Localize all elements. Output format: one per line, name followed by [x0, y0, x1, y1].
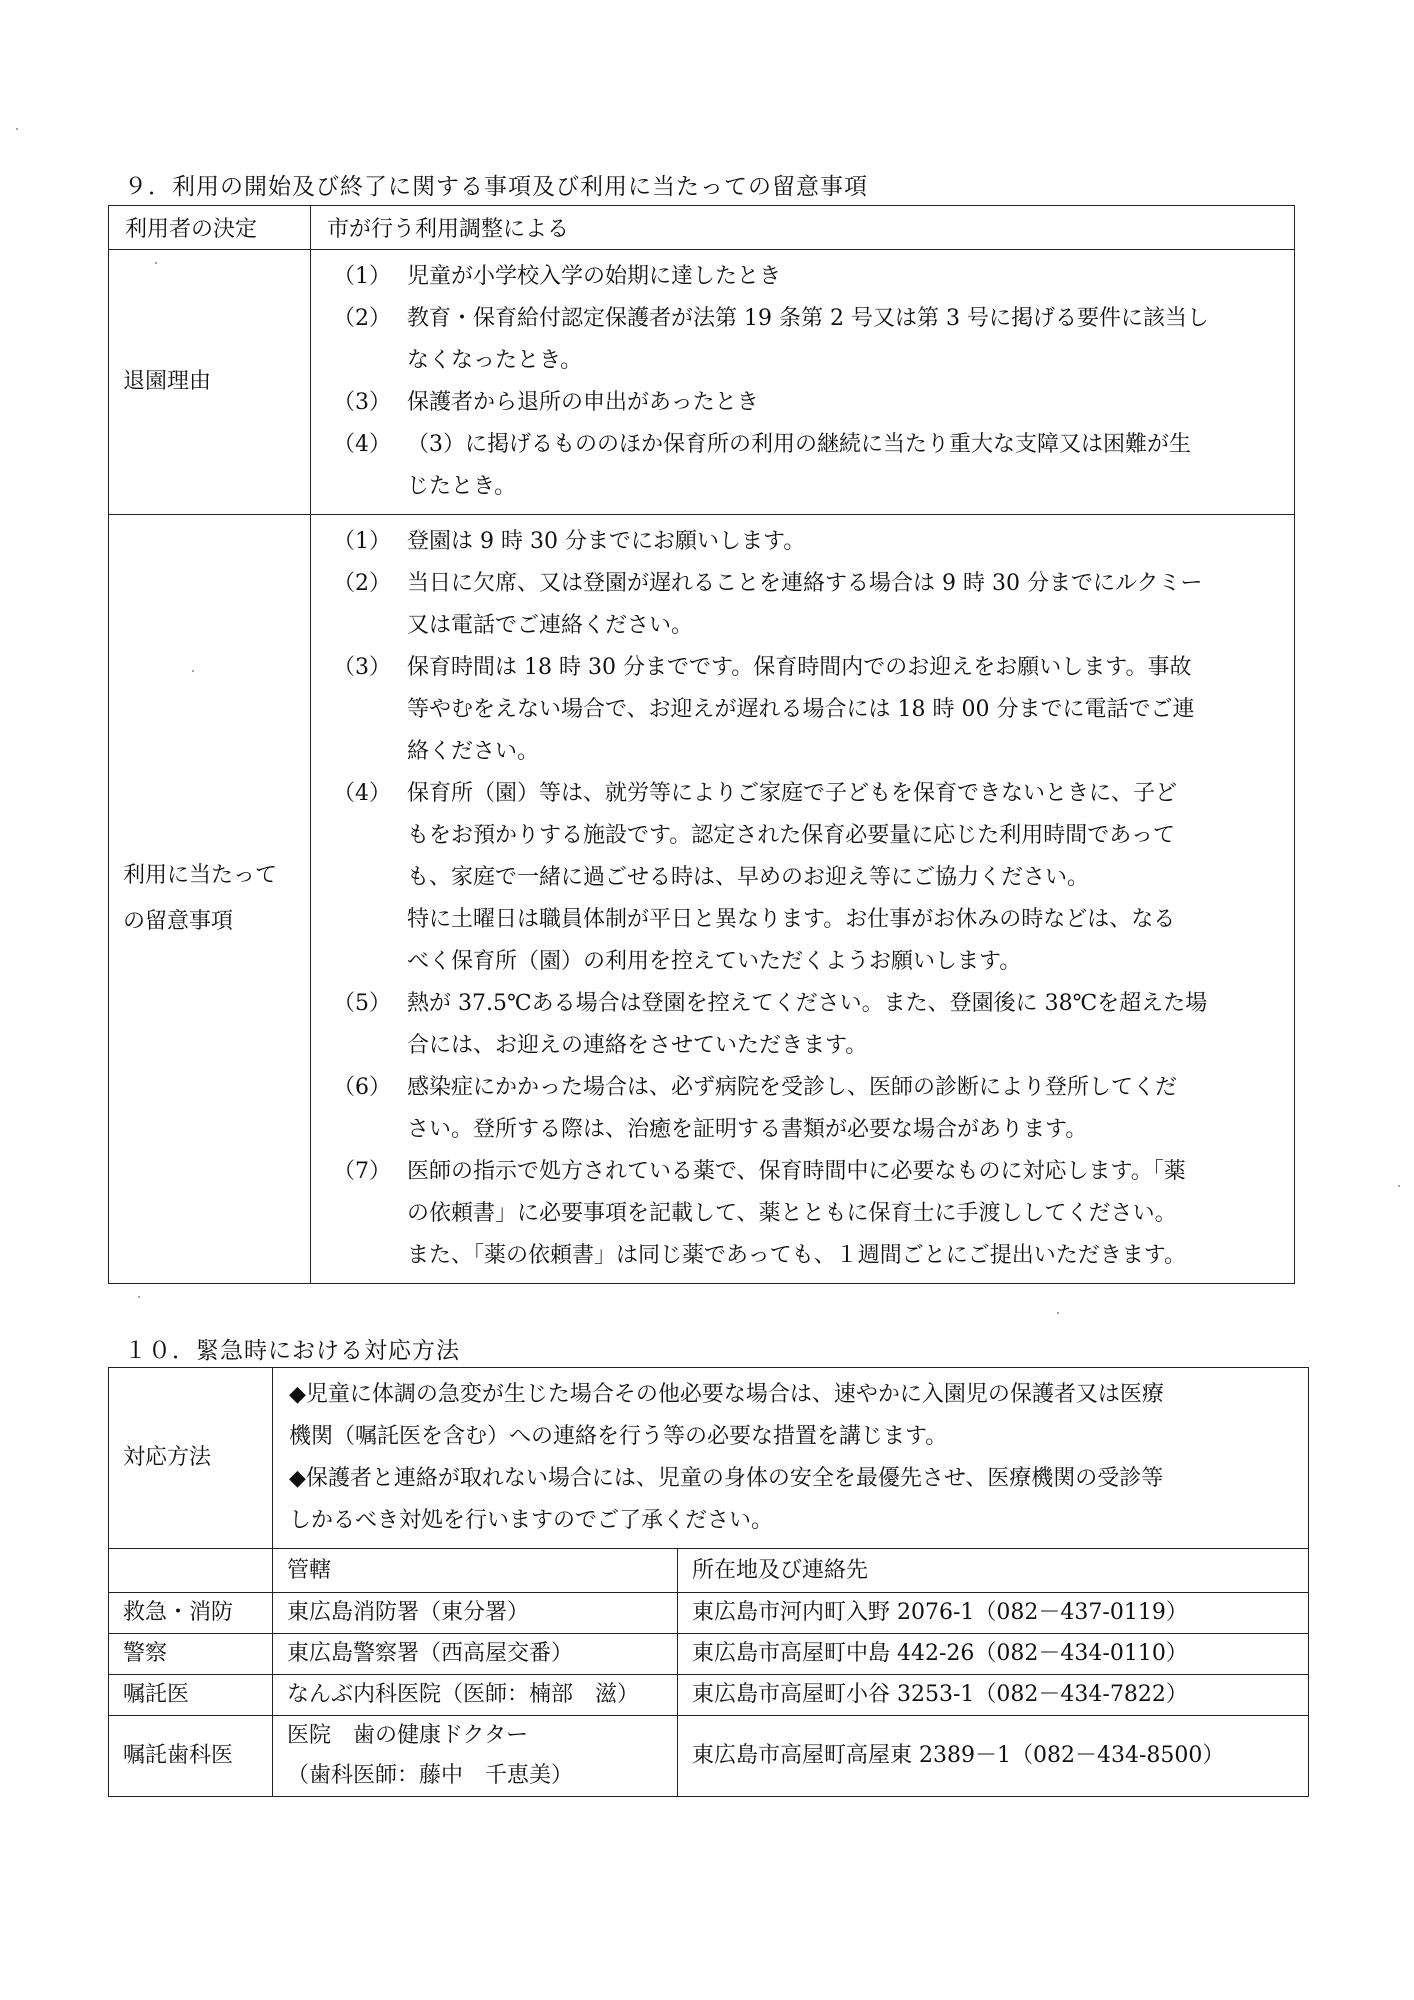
item-text: 保育時間は 18 時 30 分までです。保育時間内でのお迎えをお願いします。事故: [407, 655, 1192, 680]
usage-notes-label-line2: の留意事項: [123, 909, 234, 934]
response-line: 機関（嘱託医を含む）への連絡を行う等の必要な措置を講じます。: [289, 1424, 948, 1449]
list-item: [311, 1151, 1294, 1193]
contact-address: 東広島市高屋町中島 442-26（082－434-0110）: [678, 1634, 1309, 1675]
list-item: [311, 983, 1294, 1025]
response-text: [273, 1368, 1309, 1549]
contact-label: 警察: [109, 1634, 273, 1675]
list-item: [311, 256, 1294, 298]
item-number: （2）: [333, 306, 391, 331]
contact-jurisdiction: [273, 1675, 678, 1716]
item-continuation: じたとき。: [407, 474, 517, 499]
list-item: [311, 647, 1294, 689]
list-item: [311, 773, 1294, 815]
contact-label: 救急・消防: [109, 1593, 273, 1634]
emergency-table: [108, 1367, 1309, 1797]
jurisdiction-line: 医院 歯の健康ドクター: [287, 1723, 529, 1748]
list-item: [311, 382, 1294, 424]
response-line: しかるべき対処を行いますのでご了承ください。: [289, 1508, 774, 1533]
withdrawal-reasons: [311, 250, 1295, 515]
table-row: [109, 1716, 1309, 1797]
contact-address: 東広島市河内町入野 2076-1（082－437-0119）: [678, 1593, 1309, 1634]
response-line: ◆児童に体調の急変が生じた場合その他必要な場合は、速やかに入園児の保護者又は医療: [289, 1382, 1164, 1407]
contact-label: 嘱託医: [109, 1675, 273, 1716]
item-text: 熱が 37.5℃ある場合は登園を控えてください。また、登園後に 38℃を超えた場: [407, 991, 1208, 1016]
contact-address: 東広島市高屋町高屋東 2389－1（082－434-8500）: [678, 1716, 1309, 1797]
item-continuation: 特に土曜日は職員体制が平日と異なります。お仕事がお休みの時などは、なる: [407, 907, 1176, 932]
table-row: [109, 1593, 1309, 1634]
contact-address: 東広島市高屋町小谷 3253-1（082－434-7822）: [678, 1675, 1309, 1716]
item-continuation: べく保育所（園）の利用を控えていただくようお願いします。: [407, 949, 1022, 974]
item-continuation: 絡ください。: [407, 739, 540, 764]
item-text: 児童が小学校入学の始期に達したとき: [407, 264, 782, 289]
item-number: （3）: [333, 655, 391, 680]
item-continuation: 等やむをえない場合で、お迎えが遅れる場合には 18 時 00 分までに電話でご連: [407, 697, 1195, 722]
item-continuation: さい。登所する際は、治癒を証明する書類が必要な場合があります。: [407, 1117, 1088, 1142]
list-item: [311, 1067, 1294, 1109]
response-label: 対応方法: [109, 1368, 273, 1549]
item-continuation: 合には、お迎えの連絡をさせていただきます。: [407, 1033, 868, 1058]
item-number: （4）: [333, 432, 391, 457]
contact-label: 嘱託歯科医: [109, 1716, 273, 1797]
jurisdiction-line: （歯科医師：藤中 千恵美）: [287, 1763, 574, 1788]
section10-title: １０．緊急時における対応方法: [124, 1338, 460, 1364]
item-text: 当日に欠席、又は登園が遅れることを連絡する場合は 9 時 30 分までにルクミー: [407, 571, 1203, 596]
item-number: （1）: [333, 264, 391, 289]
withdrawal-reason-label: 退園理由: [109, 250, 311, 515]
item-number: （5）: [333, 991, 391, 1016]
usage-table: [108, 205, 1295, 1284]
table-row: [109, 1634, 1309, 1675]
item-number: （4）: [333, 781, 391, 806]
contact-jurisdiction: [273, 1593, 678, 1634]
item-continuation: の依頼書」に必要事項を記載して、薬とともに保育士に手渡ししてください。: [407, 1201, 1177, 1226]
item-continuation: もをお預かりする施設です。認定された保育必要量に応じた利用時間であって: [407, 823, 1176, 848]
item-text: 登園は 9 時 30 分までにお願いします。: [407, 529, 806, 554]
contact-jurisdiction: [273, 1716, 678, 1797]
item-text: 教育・保育給付認定保護者が法第 19 条第 2 号又は第 3 号に掲げる要件に該当し: [407, 306, 1209, 331]
response-line: ◆保護者と連絡が取れない場合には、児童の身体の安全を最優先させ、医療機関の受診等: [289, 1466, 1164, 1491]
item-number: （1）: [333, 529, 391, 554]
jurisdiction-line: 東広島消防署（東分署）: [287, 1600, 530, 1625]
jurisdiction-line: 東広島警察署（西高屋交番）: [287, 1641, 574, 1666]
user-decision-value: 市が行う利用調整による: [311, 206, 1295, 250]
list-item: [311, 521, 1294, 563]
item-continuation: なくなったとき。: [407, 348, 583, 373]
usage-notes-label: [109, 515, 311, 1284]
col-jurisdiction-header: 管轄: [273, 1549, 678, 1593]
item-text: 医師の指示で処方されている薬で、保育時間中に必要なものに対応します。「薬: [407, 1159, 1186, 1184]
table-row: [109, 1675, 1309, 1716]
jurisdiction-line: なんぶ内科医院（医師：楠部 滋）: [287, 1682, 640, 1707]
list-item: [311, 424, 1294, 466]
item-number: （7）: [333, 1159, 391, 1184]
section9-title: ９．利用の開始及び終了に関する事項及び利用に当たっての留意事項: [124, 174, 868, 200]
user-decision-label: 利用者の決定: [109, 206, 311, 250]
item-continuation: も、家庭で一緒に過ごせる時は、早めのお迎え等にご協力ください。: [407, 865, 1090, 890]
item-continuation: 又は電話でご連絡ください。: [407, 613, 694, 638]
item-text: 保護者から退所の申出があったとき: [407, 390, 759, 415]
item-text: 保育所（園）等は、就労等によりご家庭で子どもを保育できないときに、子ど: [407, 781, 1178, 806]
contact-jurisdiction: [273, 1634, 678, 1675]
header-blank-cell: [109, 1549, 273, 1593]
usage-notes-label-line1: 利用に当たって: [123, 863, 278, 888]
item-number: （6）: [333, 1075, 391, 1100]
item-number: （2）: [333, 571, 391, 596]
item-continuation: また、「薬の依頼書」は同じ薬であっても、１週間ごとにご提出いただきます。: [407, 1243, 1187, 1268]
list-item: [311, 563, 1294, 605]
usage-notes: [311, 515, 1295, 1284]
item-text: 感染症にかかった場合は、必ず病院を受診し、医師の診断により登所してくだ: [407, 1075, 1178, 1100]
item-number: （3）: [333, 390, 391, 415]
col-address-header: 所在地及び連絡先: [678, 1549, 1309, 1593]
item-text: （3）に掲げるもののほか保育所の利用の継続に当たり重大な支障又は困難が生: [407, 432, 1191, 457]
list-item: [311, 298, 1294, 340]
